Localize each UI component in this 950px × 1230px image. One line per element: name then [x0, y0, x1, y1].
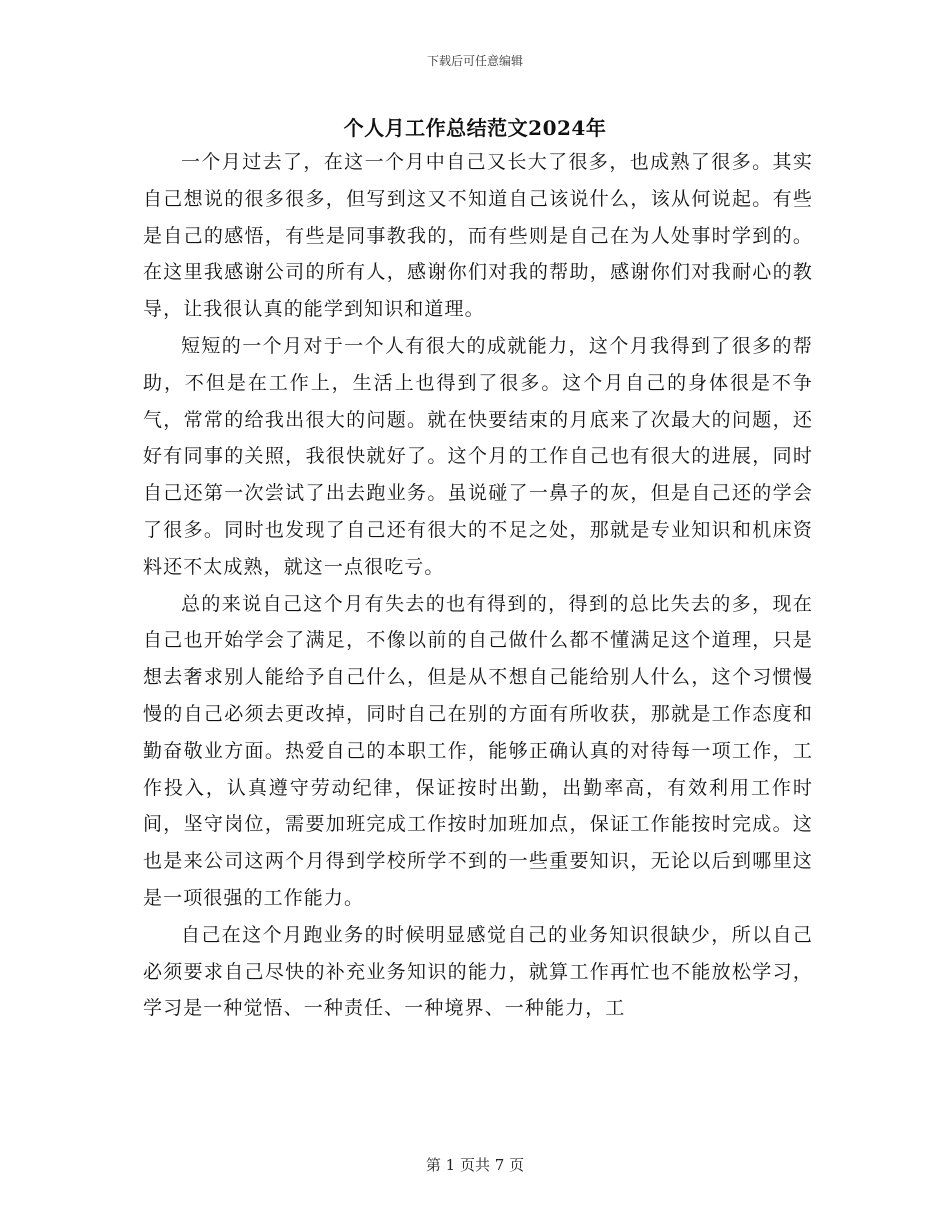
- paragraph: 总的来说自己这个月有失去的也有得到的，得到的总比失去的多，现在自己也开始学会了满足，不像以前的自己做什么都不懂满足这个道理，只是想去奢求别人能给予自己什么，但是从不想自己能给别人什么，这个习惯慢慢的自己必须去更改掉，同时自己在别的方面有所收获，那就是工作态度和勤奋敬业方面。热爱自己的本职工作，能够正确认真的对待每一项工作，工作投入，认真遵守劳动纪律，保证按时出勤，出勤率高，有效利用工作时间，坚守岗位，需要加班完成工作按时加班加点，保证工作能按时完成。这也是来公司这两个月得到学校所学不到的一些重要知识，无论以后到哪里这是一项很强的工作能力。: [143, 592, 813, 909]
- page-number: 第 1 页共 7 页: [425, 1156, 525, 1174]
- paragraph: 短短的一个月对于一个人有很大的成就能力，这个月我得到了很多的帮助，不但是在工作上，生活上也得到了很多。这个月自己的身体很是不争气，常常的给我出很大的问题。就在快要结束的月底来了次最大的问题，还好有同事的关照，我很快就好了。这个月的工作自己也有很大的进展，同时自己还第一次尝试了出去跑业务。虽说碰了一鼻子的灰，但是自己还的学会了很多。同时也发现了自己还有很大的不足之处，那就是专业知识和机床资料还不太成熟，就这一点很吃亏。: [143, 334, 813, 578]
- document-body: [143, 144, 813, 1027]
- page-header-note: 下载后可任意编辑: [426, 54, 523, 68]
- document-title: 个人月工作总结范文2024年: [343, 116, 607, 140]
- paragraph: 一个月过去了，在这一个月中自己又长大了很多，也成熟了很多。其实自己想说的很多很多，但写到这又不知道自己该说什么，该从何说起。有些是自己的感悟，有些是同事教我的，而有些则是自己在为人处事时学到的。在这里我感谢公司的所有人，感谢你们对我的帮助，感谢你们对我耐心的教导，让我很认真的能学到知识和道理。: [143, 151, 813, 321]
- paragraph: 自己在这个月跑业务的时候明显感觉自己的业务知识很缺少，所以自己必须要求自己尽快的补充业务知识的能力，就算工作再忙也不能放松学习，学习是一种觉悟、一种责任、一种境界、一种能力，工: [143, 923, 813, 1020]
